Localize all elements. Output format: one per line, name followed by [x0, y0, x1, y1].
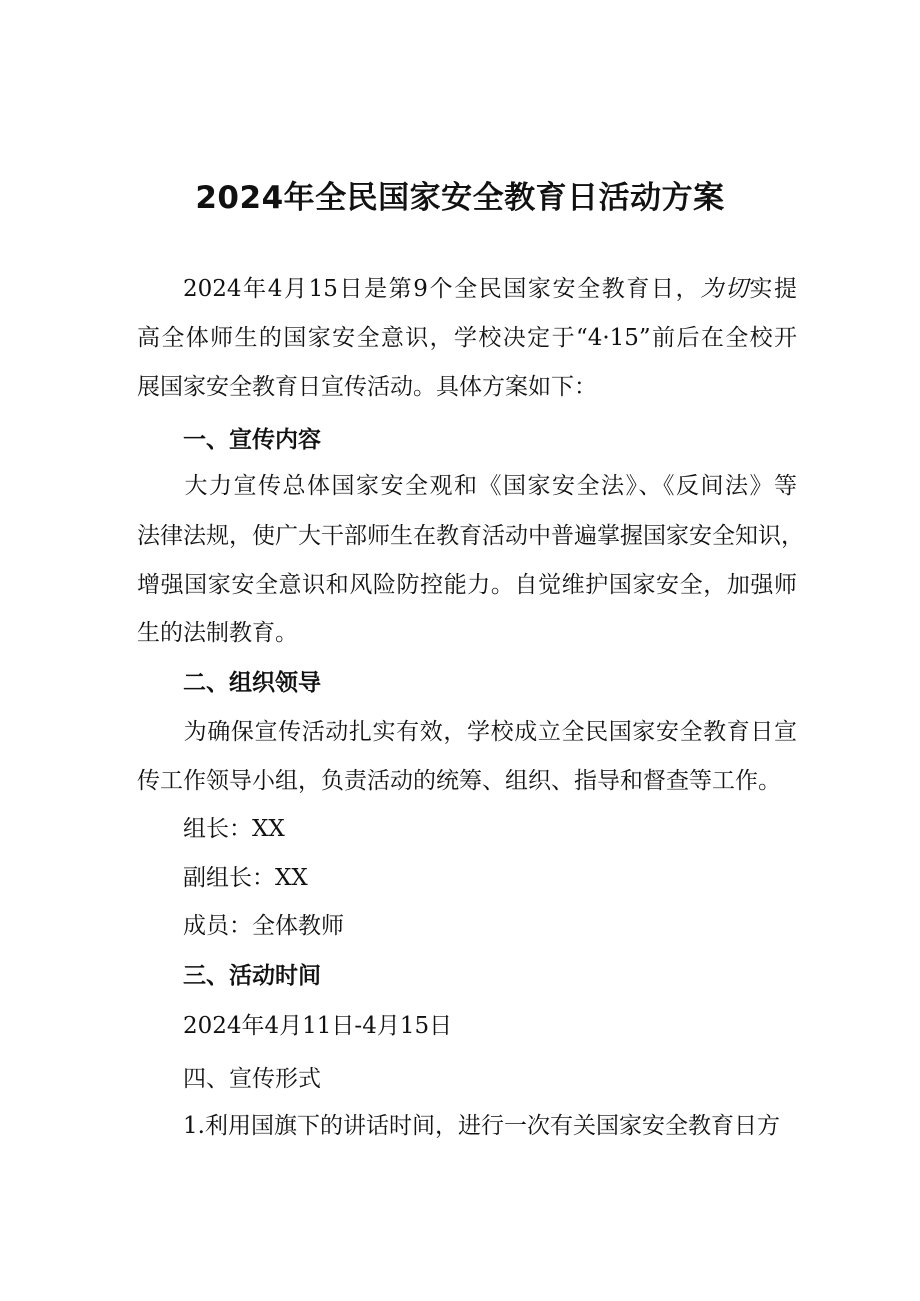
intro-line-2: 高全体师生的国家安全意识，学校决定于“4·15”前后在全校开	[137, 325, 797, 351]
section-heading-organization: 二、组织领导	[183, 670, 321, 696]
members-line: 成员：全体教师	[183, 913, 344, 939]
deputy-line: 副组长：XX	[183, 865, 308, 891]
section-heading-format: 四、宣传形式	[183, 1066, 321, 1092]
section-heading-content: 一、宣传内容	[183, 427, 321, 453]
paragraph-text: 大力宣传总体国家安全观和《国家安全法》、《反间法》等	[183, 473, 797, 499]
paragraph-line: 法律法规，使广大干部师生在教育活动中普遍掌握国家安全知识，	[137, 523, 804, 549]
leader-line: 组长：XX	[183, 816, 285, 842]
intro-line-3: 展国家安全教育日宣传活动。具体方案如下：	[137, 374, 597, 400]
activity-dates: 2024年4月11日-4月15日	[183, 1013, 453, 1039]
intro-text: 实提	[749, 276, 798, 302]
document-title: 2024年全民国家安全教育日活动方案	[195, 180, 725, 216]
paragraph-line: 生的法制教育。	[137, 620, 298, 646]
paragraph-line: 增强国家安全意识和风险防控能力。自觉维护国家安全，加强师	[137, 572, 797, 598]
intro-text: 2024年4月15日是第9个全民国家安全教育日，	[183, 276, 701, 302]
intro-emphasis: 为切	[700, 276, 750, 302]
section-heading-time: 三、活动时间	[183, 963, 321, 989]
paragraph-line: 传工作领导小组，负责活动的统筹、组织、指导和督查等工作。	[137, 768, 781, 794]
format-item-1: 1.利用国旗下的讲话时间，进行一次有关国家安全教育日方	[183, 1113, 780, 1139]
paragraph-line	[137, 470, 797, 502]
intro-line-1	[137, 273, 797, 305]
paragraph-text: 为确保宣传活动扎实有效，学校成立全民国家安全教育日宣	[183, 719, 797, 745]
paragraph-line	[137, 716, 797, 748]
